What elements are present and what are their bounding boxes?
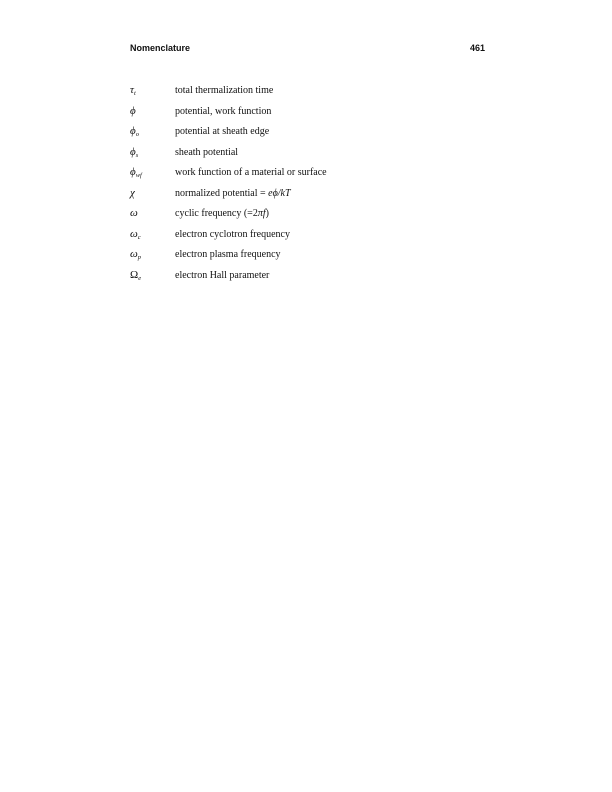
- entry-definition: electron cyclotron frequency: [175, 228, 290, 240]
- nomenclature-entry-omega: [130, 207, 490, 228]
- entry-symbol: [130, 269, 141, 282]
- nomenclature-entry-phi-o: [130, 125, 490, 146]
- symbol-base: ϕ: [130, 166, 136, 178]
- entry-definition: potential, work function: [175, 105, 272, 117]
- running-head: [130, 43, 485, 57]
- page-title: Nomenclature: [130, 43, 191, 53]
- symbol-subscript: c: [137, 233, 141, 241]
- entry-symbol: [130, 84, 136, 97]
- nomenclature-entry-phi-s: [130, 146, 490, 167]
- nomenclature-entry-phi: [130, 105, 490, 126]
- nomenclature-entry-chi: [130, 187, 490, 208]
- symbol-subscript: t: [133, 90, 136, 97]
- entry-definition: work function of a material or surface: [175, 167, 327, 178]
- entry-definition: electron plasma frequency: [175, 249, 281, 260]
- symbol-base: ω: [130, 207, 138, 219]
- nomenclature-list: [130, 84, 490, 289]
- entry-symbol: [130, 166, 142, 179]
- symbol-base: ω: [130, 248, 138, 260]
- nomenclature-entry-phi-wf: [130, 166, 490, 187]
- symbol-subscript: e: [138, 274, 142, 282]
- entry-definition: potential at sheath edge: [175, 126, 270, 137]
- definition-text: cyclic frequency (=2: [175, 208, 258, 219]
- entry-definition: electron Hall parameter: [175, 269, 270, 281]
- symbol-subscript: wf: [135, 172, 142, 179]
- symbol-base: ϕ: [130, 125, 136, 137]
- entry-symbol: [130, 146, 138, 159]
- nomenclature-entry-omega-c: [130, 228, 490, 249]
- entry-symbol: [130, 187, 135, 200]
- entry-definition: total thermalization time: [175, 85, 274, 96]
- entry-symbol: [130, 207, 138, 220]
- symbol-subscript: o: [135, 131, 139, 138]
- entry-definition: [175, 207, 269, 220]
- symbol-base: τ: [130, 84, 134, 96]
- symbol-base: ω: [130, 227, 138, 240]
- symbol-base: Ω: [130, 268, 139, 281]
- nomenclature-entry-capital-omega-e: [130, 269, 490, 290]
- entry-symbol: [130, 125, 139, 138]
- entry-definition: sheath potential: [175, 146, 239, 158]
- page-number: 461: [469, 43, 485, 53]
- entry-symbol: [130, 105, 136, 118]
- symbol-base: χ: [130, 186, 135, 199]
- symbol-base: ϕ: [130, 104, 136, 117]
- entry-symbol: [130, 228, 141, 241]
- symbol-base: ϕ: [130, 145, 136, 158]
- symbol-subscript: s: [135, 151, 139, 159]
- nomenclature-entry-omega-p: [130, 248, 490, 269]
- definition-formula: eϕ/kT: [268, 187, 291, 199]
- entry-symbol: [130, 248, 141, 261]
- symbol-subscript: p: [137, 254, 142, 261]
- definition-text: normalized potential =: [175, 187, 269, 199]
- definition-suffix: ): [265, 208, 269, 219]
- definition-formula: πf: [257, 208, 266, 219]
- entry-definition: [175, 187, 291, 200]
- nomenclature-entry-tau-t: [130, 84, 490, 105]
